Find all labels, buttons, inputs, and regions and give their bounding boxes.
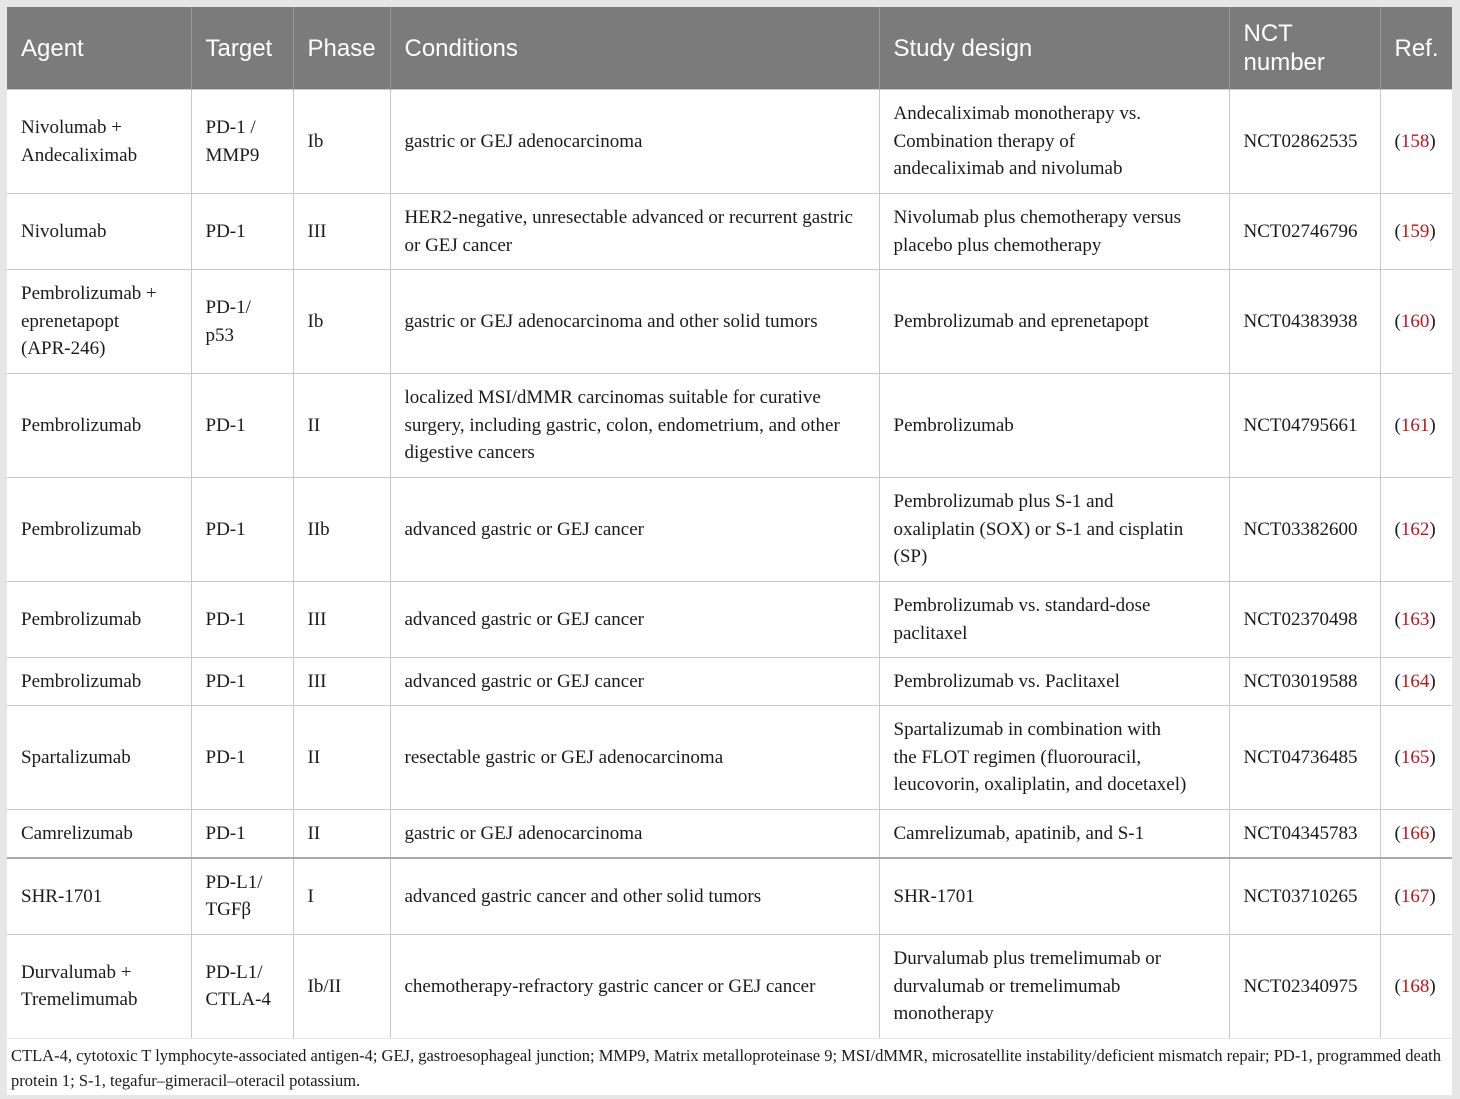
agent-line: Pembrolizumab <box>21 518 142 540</box>
cell-study-design <box>879 935 1229 1038</box>
cell-target <box>191 478 293 582</box>
cell-study-design <box>879 478 1229 582</box>
cell-ref <box>1380 858 1452 935</box>
study-design-line: Camrelizumab, apatinib, and S-1 <box>893 822 1145 844</box>
target-line: PD-1 <box>205 822 246 844</box>
target-line: p53 <box>205 324 234 346</box>
table-header <box>7 7 1452 90</box>
cell-conditions: gastric or GEJ adenocarcinoma <box>390 90 879 194</box>
cell-ref <box>1380 478 1452 582</box>
study-design-line: Spartalizumab in combination with <box>893 719 1162 741</box>
cell-conditions: gastric or GEJ adenocarcinoma and other solid tumors <box>390 270 879 374</box>
agent-line: eprenetapopt <box>21 310 120 332</box>
ref-open-paren: ( <box>1394 885 1401 907</box>
cell-nct-number: NCT04736485 <box>1229 706 1380 810</box>
agent-line: Spartalizumab <box>21 746 131 768</box>
ref-open-paren: ( <box>1394 414 1401 436</box>
agent-line: SHR-1701 <box>21 885 103 907</box>
target-line: PD-1 <box>205 746 246 768</box>
target-line: MMP9 <box>205 144 260 166</box>
cell-study-design <box>879 658 1229 706</box>
cell-agent <box>7 374 191 478</box>
study-design-line: oxaliplatin (SOX) or S-1 and cisplatin <box>893 518 1184 540</box>
agent-line: Nivolumab + <box>21 117 122 138</box>
cell-target <box>191 658 293 706</box>
column-header-design: Study design <box>879 7 1229 90</box>
table-footnote: CTLA-4, cytotoxic T lymphocyte-associated antigen-4; GEJ, gastroesophageal junction; MMP9, Matrix metalloproteinase 9; MSI/dMMR, microsatellite instability/deficient mismatch repair; PD-1, programmed death protein 1; S-1, tegafur–gimeracil–oteracil potassium. <box>7 1039 1452 1095</box>
table-row <box>7 582 1452 658</box>
table-row <box>7 810 1452 858</box>
cell-phase: Ib <box>293 270 390 374</box>
cell-phase: III <box>293 582 390 658</box>
ref-close-paren: ) <box>1429 670 1436 692</box>
target-line: CTLA-4 <box>205 989 271 1011</box>
target-line: PD-1 <box>205 670 246 692</box>
study-design-line: the FLOT regimen (fluorouracil, <box>893 746 1142 768</box>
cell-nct-number: NCT04345783 <box>1229 810 1380 858</box>
table-row <box>7 706 1452 810</box>
table-row <box>7 935 1452 1038</box>
study-design-line: Durvalumab plus tremelimumab or <box>893 948 1162 969</box>
cell-ref <box>1380 374 1452 478</box>
study-design-line: Pembrolizumab plus S-1 and <box>893 491 1114 513</box>
cell-study-design <box>879 810 1229 858</box>
agent-line: Pembrolizumab + <box>21 283 157 305</box>
reference-link[interactable]: 165 <box>1400 746 1430 768</box>
column-header-target: Target <box>191 7 293 90</box>
cell-conditions: advanced gastric or GEJ cancer <box>390 478 879 582</box>
cell-agent <box>7 270 191 374</box>
agent-line: Nivolumab <box>21 220 107 242</box>
cell-target <box>191 935 293 1038</box>
cell-phase: I <box>293 858 390 935</box>
cell-study-design <box>879 858 1229 935</box>
cell-conditions: advanced gastric or GEJ cancer <box>390 582 879 658</box>
column-header-phase: Phase <box>293 7 390 90</box>
cell-ref <box>1380 582 1452 658</box>
study-design-line: paclitaxel <box>893 622 968 644</box>
table-row <box>7 858 1452 935</box>
cell-agent <box>7 858 191 935</box>
cell-ref <box>1380 810 1452 858</box>
ref-open-paren: ( <box>1394 822 1401 844</box>
agent-line: Pembrolizumab <box>21 608 142 630</box>
table-row <box>7 90 1452 194</box>
column-header-ref: Ref. <box>1380 7 1452 90</box>
study-design-line: leucovorin, oxaliplatin, and docetaxel) <box>893 774 1187 796</box>
study-design-line: (SP) <box>893 546 928 568</box>
table-row <box>7 374 1452 478</box>
agent-line: Camrelizumab <box>21 822 133 844</box>
cell-target <box>191 706 293 810</box>
cell-conditions: resectable gastric or GEJ adenocarcinoma <box>390 706 879 810</box>
ref-open-paren: ( <box>1394 220 1401 242</box>
cell-target <box>191 374 293 478</box>
target-line: PD-1 <box>205 414 246 436</box>
reference-link[interactable]: 160 <box>1400 310 1430 332</box>
cell-study-design <box>879 582 1229 658</box>
study-design-line: monotherapy <box>893 1003 994 1024</box>
study-design-line: SHR-1701 <box>893 885 975 907</box>
cell-phase: Ib/II <box>293 935 390 1038</box>
ref-close-paren: ) <box>1429 310 1436 332</box>
cell-target <box>191 858 293 935</box>
ref-close-paren: ) <box>1429 975 1436 997</box>
table-row <box>7 194 1452 270</box>
study-design-line: Pembrolizumab <box>893 414 1014 436</box>
target-line: TGFβ <box>205 899 252 921</box>
ref-open-paren: ( <box>1394 975 1401 997</box>
ref-open-paren: ( <box>1394 746 1401 768</box>
target-line: PD-1 / <box>205 117 256 138</box>
agent-line: Pembrolizumab <box>21 670 142 692</box>
study-design-line: durvalumab or tremelimumab <box>893 975 1121 997</box>
cell-study-design <box>879 270 1229 374</box>
cell-phase: III <box>293 658 390 706</box>
column-header-nct: NCT number <box>1229 7 1380 90</box>
reference-link[interactable]: 168 <box>1400 975 1430 997</box>
cell-nct-number: NCT03382600 <box>1229 478 1380 582</box>
reference-link[interactable]: 164 <box>1400 670 1430 692</box>
target-line: PD-1 <box>205 518 246 540</box>
cell-target <box>191 90 293 194</box>
ref-open-paren: ( <box>1394 130 1401 152</box>
agent-line: (APR-246) <box>21 338 106 360</box>
column-header-conditions: Conditions <box>390 7 879 90</box>
cell-ref <box>1380 706 1452 810</box>
cell-conditions: gastric or GEJ adenocarcinoma <box>390 810 879 858</box>
study-design-line: Andecaliximab monotherapy vs. <box>893 103 1141 125</box>
study-design-line: Nivolumab plus chemotherapy versus <box>893 207 1182 228</box>
cell-study-design <box>879 374 1229 478</box>
reference-link[interactable]: 163 <box>1400 608 1430 630</box>
ref-close-paren: ) <box>1429 130 1436 152</box>
cell-agent <box>7 90 191 194</box>
reference-link[interactable]: 162 <box>1400 518 1430 540</box>
ref-open-paren: ( <box>1394 518 1401 540</box>
column-header-agent: Agent <box>7 7 191 90</box>
study-design-line: andecaliximab and nivolumab <box>893 158 1123 180</box>
cell-nct-number: NCT03710265 <box>1229 858 1380 935</box>
reference-link[interactable]: 167 <box>1400 885 1430 907</box>
cell-target <box>191 194 293 270</box>
table-row <box>7 270 1452 374</box>
table-body <box>7 90 1452 1038</box>
study-design-line: Pembrolizumab vs. standard-dose <box>893 595 1151 616</box>
reference-link[interactable]: 161 <box>1400 414 1430 436</box>
target-line: PD-1 <box>205 220 246 242</box>
cell-conditions: chemotherapy-refractory gastric cancer or GEJ cancer <box>390 935 879 1038</box>
agent-line: Tremelimumab <box>21 989 138 1011</box>
cell-target <box>191 810 293 858</box>
cell-phase: Ib <box>293 90 390 194</box>
ref-open-paren: ( <box>1394 670 1401 692</box>
cell-phase: II <box>293 706 390 810</box>
cell-nct-number: NCT02862535 <box>1229 90 1380 194</box>
cell-nct-number: NCT02746796 <box>1229 194 1380 270</box>
cell-conditions: advanced gastric or GEJ cancer <box>390 658 879 706</box>
agent-line: Andecaliximab <box>21 144 138 166</box>
target-line: PD-L1/ <box>205 871 263 893</box>
ref-open-paren: ( <box>1394 310 1401 332</box>
agent-line: Durvalumab + <box>21 961 132 983</box>
cell-nct-number: NCT02370498 <box>1229 582 1380 658</box>
study-design-line: placebo plus chemotherapy <box>893 234 1102 256</box>
study-design-line: Pembrolizumab and eprenetapopt <box>893 310 1149 332</box>
target-line: PD-1 <box>205 608 246 630</box>
cell-agent <box>7 582 191 658</box>
cell-phase: II <box>293 374 390 478</box>
cell-nct-number: NCT02340975 <box>1229 935 1380 1038</box>
target-line: PD-L1/ <box>205 961 263 983</box>
table-row <box>7 658 1452 706</box>
agent-line: Pembrolizumab <box>21 414 142 436</box>
ref-close-paren: ) <box>1429 746 1436 768</box>
cell-agent <box>7 706 191 810</box>
ref-close-paren: ) <box>1429 608 1436 630</box>
cell-phase: II <box>293 810 390 858</box>
ref-close-paren: ) <box>1429 885 1436 907</box>
cell-agent <box>7 194 191 270</box>
clinical-trials-table <box>7 7 1452 1038</box>
table-row <box>7 478 1452 582</box>
reference-link[interactable]: 166 <box>1400 822 1430 844</box>
cell-agent <box>7 478 191 582</box>
cell-target <box>191 270 293 374</box>
cell-ref <box>1380 270 1452 374</box>
ref-close-paren: ) <box>1429 518 1436 540</box>
cell-agent <box>7 810 191 858</box>
study-design-line: Combination therapy of <box>893 130 1076 152</box>
cell-agent <box>7 658 191 706</box>
cell-target <box>191 582 293 658</box>
cell-conditions: localized MSI/dMMR carcinomas suitable for curative surgery, including gastric, colon, endometrium, and other digestive cancers <box>390 374 879 478</box>
cell-ref <box>1380 194 1452 270</box>
reference-link[interactable]: 159 <box>1400 220 1430 242</box>
cell-conditions: advanced gastric cancer and other solid tumors <box>390 858 879 935</box>
cell-agent <box>7 935 191 1038</box>
target-line: PD-1/ <box>205 297 251 318</box>
clinical-trials-table-container <box>7 7 1452 1038</box>
cell-ref <box>1380 90 1452 194</box>
ref-open-paren: ( <box>1394 608 1401 630</box>
cell-study-design <box>879 90 1229 194</box>
study-design-line: Pembrolizumab vs. Paclitaxel <box>893 670 1120 692</box>
cell-nct-number: NCT03019588 <box>1229 658 1380 706</box>
cell-ref <box>1380 935 1452 1038</box>
ref-close-paren: ) <box>1429 220 1436 242</box>
cell-phase: III <box>293 194 390 270</box>
cell-ref <box>1380 658 1452 706</box>
ref-close-paren: ) <box>1429 414 1436 436</box>
cell-nct-number: NCT04795661 <box>1229 374 1380 478</box>
cell-study-design <box>879 194 1229 270</box>
cell-phase: IIb <box>293 478 390 582</box>
ref-close-paren: ) <box>1429 822 1436 844</box>
cell-nct-number: NCT04383938 <box>1229 270 1380 374</box>
cell-conditions: HER2-negative, unresectable advanced or recurrent gastric or GEJ cancer <box>390 194 879 270</box>
cell-study-design <box>879 706 1229 810</box>
reference-link[interactable]: 158 <box>1400 130 1430 152</box>
header-row <box>7 7 1452 90</box>
